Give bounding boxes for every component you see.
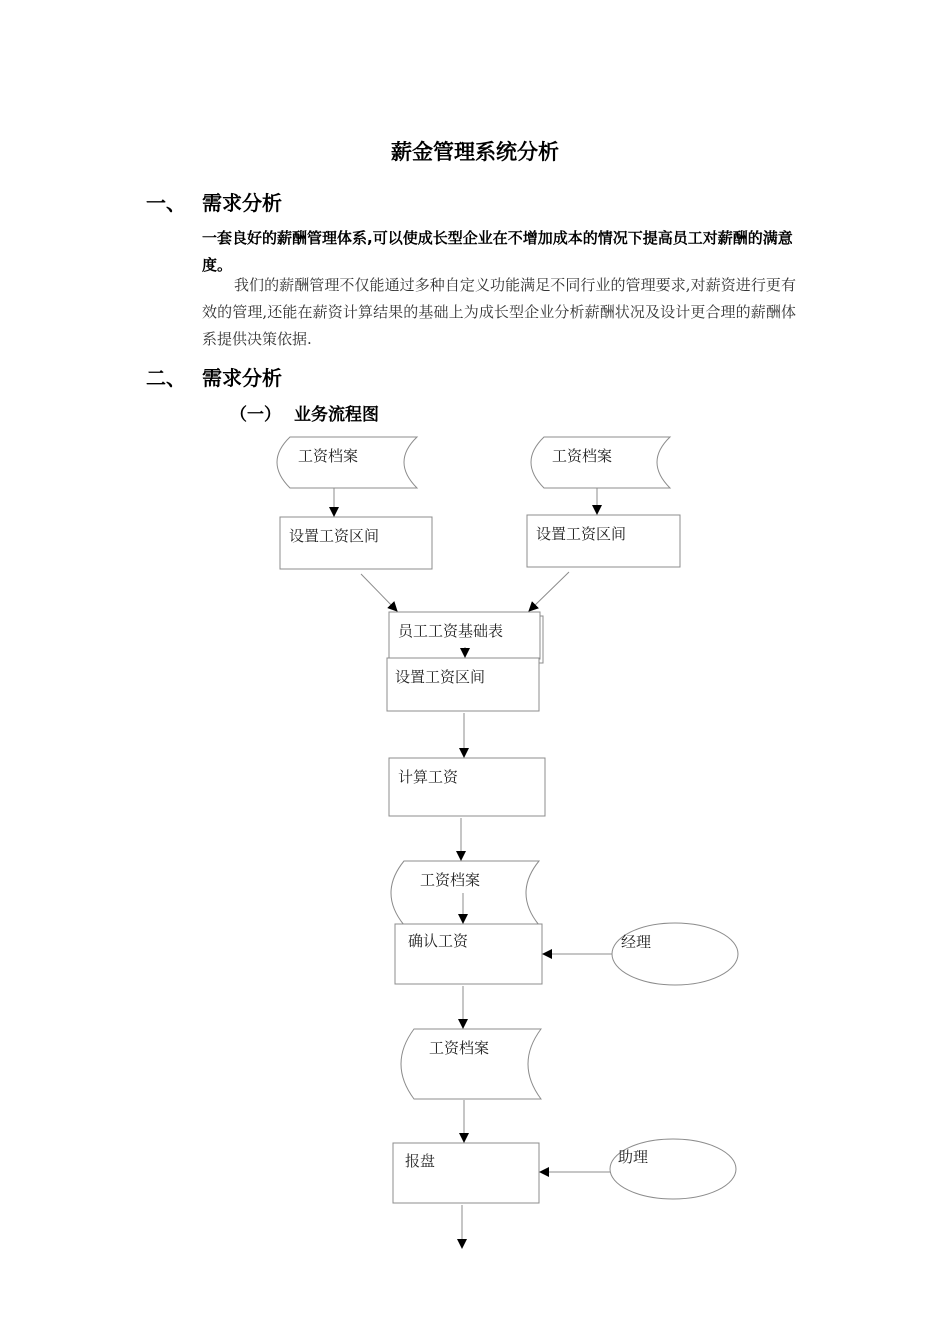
confirm-salary-label: 确认工资 [408,932,469,950]
section2-number: 二、 [146,366,186,390]
subsection-number: （一） [230,405,281,425]
archive-left-label: 工资档案 [298,447,359,465]
section1-number: 一、 [146,191,186,215]
set-range-left-label: 设置工资区间 [289,527,380,545]
intro-body-paragraph: 我们的薪酬管理不仅能通过多种自定义功能满足不同行业的管理要求,对薪资进行更有效的管理,还能在薪资计算结果的基础上为成长型企业分析薪酬状况及设计更合理的薪酬体系提供决策依据. [202,276,796,348]
subsection-heading: 业务流程图 [294,405,379,425]
base-table-label: 员工工资基础表 [398,622,504,640]
page-title: 薪金管理系统分析 [391,140,559,164]
report-label: 报盘 [405,1152,436,1170]
section1-heading: 需求分析 [202,191,282,215]
arrow-range-left-to-base [361,574,397,611]
section2-heading: 需求分析 [202,366,282,390]
archive-mid-label: 工资档案 [420,871,481,889]
arrow-range-right-to-base [529,572,569,611]
calc-salary-box [389,758,545,816]
archive-lower-label: 工资档案 [429,1039,490,1057]
archive-right-label: 工资档案 [552,447,613,465]
calc-salary-label: 计算工资 [398,768,459,786]
manager-label: 经理 [621,933,652,951]
set-range-center-label: 设置工资区间 [395,668,486,686]
assistant-label: 助理 [618,1148,649,1166]
set-range-right-label: 设置工资区间 [536,525,627,543]
intro-bold-paragraph: 一套良好的薪酬管理体系,可以使成长型企业在不增加成本的情况下提高员工对薪酬的满意度。 [202,229,793,274]
